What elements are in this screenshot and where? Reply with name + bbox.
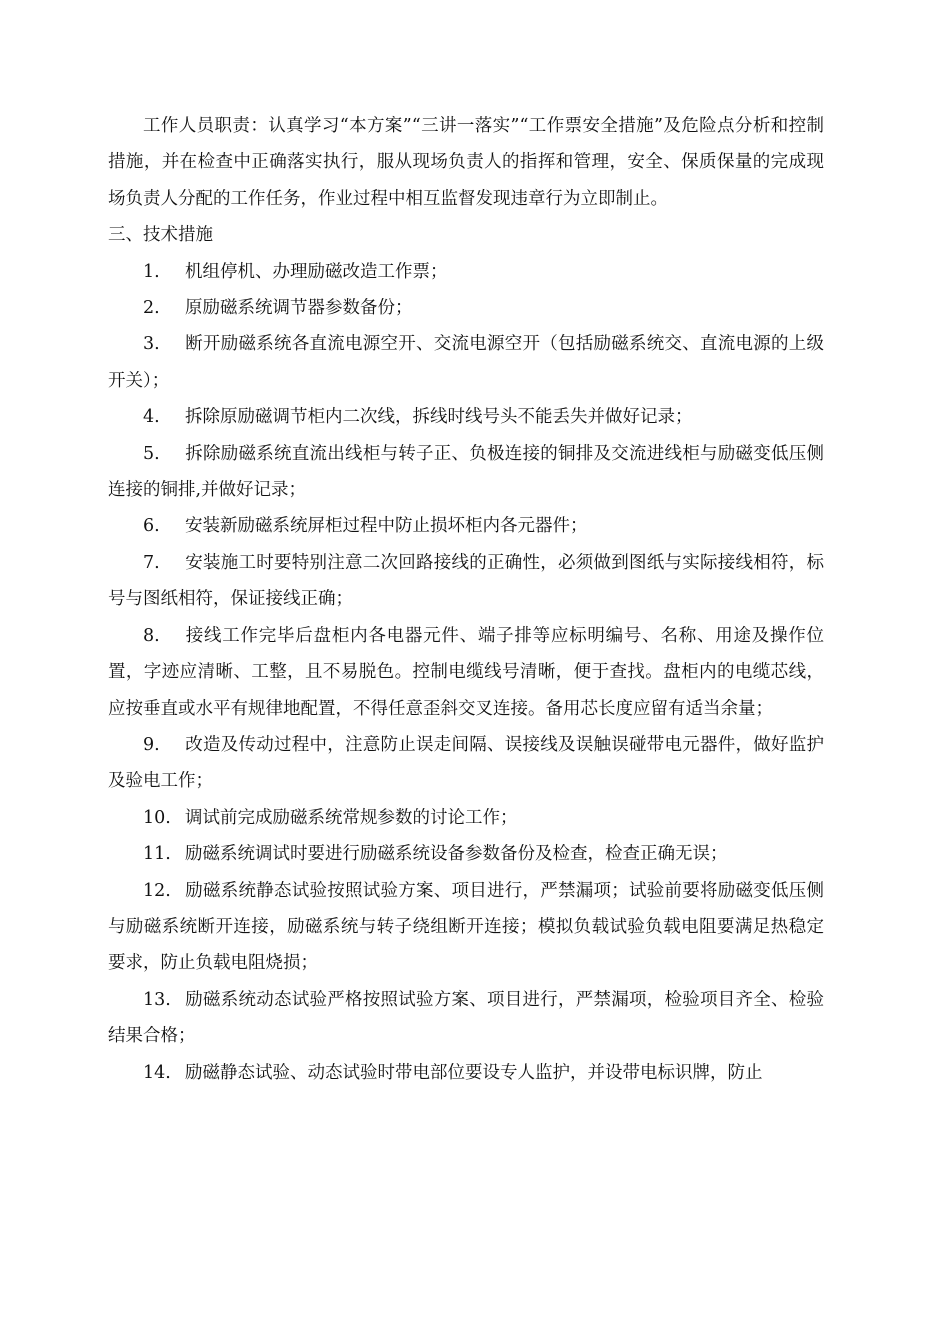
item-text: 断开励磁系统各直流电源空开、交流电源空开（包括励磁系统交、直流电源的上级开关）； [108,334,824,391]
document-page [108,108,824,1091]
list-item [108,800,824,836]
item-text: 原励磁系统调节器参数备份； [185,298,413,319]
list-item [108,508,824,544]
item-text: 机组停机、办理励磁改造工作票； [185,261,448,282]
list-item [108,1055,824,1091]
item-text: 励磁系统调试时要进行励磁系统设备参数备份及检查，检查正确无误； [185,844,728,865]
item-text: 励磁系统静态试验按照试验方案、项目进行，严禁漏项；试验前要将励磁变低压侧与励磁系统断开连接，励磁系统与转子绕组断开连接；模拟负载试验负载电阻要满足热稳定要求，防止负载电阻烧损； [108,880,824,974]
item-number: 11. [143,844,171,865]
item-number: 1. [143,261,160,282]
measure-list [108,254,824,1091]
item-text: 拆除励磁系统直流出线柜与转子正、负极连接的铜排及交流进线柜与励磁变低压侧连接的铜排,并做好记录； [108,443,824,501]
list-item [108,982,824,1055]
item-number: 4. [143,407,160,428]
list-item [108,836,824,872]
item-text: 励磁静态试验、动态试验时带电部位要设专人监护，并设带电标识牌，防止 [185,1062,763,1083]
list-item [108,326,824,399]
item-text: 调试前完成励磁系统常规参数的讨论工作； [185,807,518,828]
item-number: 14. [143,1062,171,1083]
item-text: 励磁系统动态试验严格按照试验方案、项目进行，严禁漏项，检验项目齐全、检验结果合格； [108,989,824,1047]
list-item [108,545,824,618]
item-number: 12. [143,880,171,901]
item-number: 2. [143,298,160,319]
item-text: 拆除原励磁调节柜内二次线，拆线时线号头不能丢失并做好记录； [185,407,693,428]
list-item [108,727,824,800]
item-number: 13. [143,989,171,1010]
list-item [108,436,824,509]
item-number: 10. [143,807,171,828]
item-text: 安装新励磁系统屏柜过程中防止损坏柜内各元器件； [185,516,588,537]
list-item [108,399,824,435]
list-item [108,290,824,326]
item-number: 5. [143,443,160,464]
item-number: 9. [143,734,160,755]
item-number: 3. [143,334,160,355]
item-number: 7. [143,552,160,573]
item-text: 安装施工时要特别注意二次回路接线的正确性，必须做到图纸与实际接线相符，标号与图纸相符，保证接线正确； [108,552,824,610]
list-item [108,873,824,982]
list-item [108,254,824,290]
section-heading: 三、技术措施 [108,225,213,246]
list-item [108,618,824,727]
item-number: 8. [143,625,160,646]
intro-paragraph: 工作人员职责：认真学习“本方案”“三讲一落实”“工作票安全措施”及危险点分析和控制措施，并在检查中正确落实执行，服从现场负责人的指挥和管理，安全、保质保量的完成现场负责人分配的工作任务，作业过程中相互监督发现违章行为立即制止。 [108,116,824,209]
item-text: 改造及传动过程中，注意防止误走间隔、误接线及误触误碰带电元器件，做好监护及验电工作； [108,734,824,792]
item-text: 接线工作完毕后盘柜内各电器元件、端子排等应标明编号、名称、用途及操作位置，字迹应清晰、工整，且不易脱色。控制电缆线号清晰，便于查找。盘柜内的电缆芯线，应按垂直或水平有规律地配置，不得任意歪斜交叉连接。备用芯长度应留有适当余量； [108,625,824,719]
item-number: 6. [143,516,160,537]
